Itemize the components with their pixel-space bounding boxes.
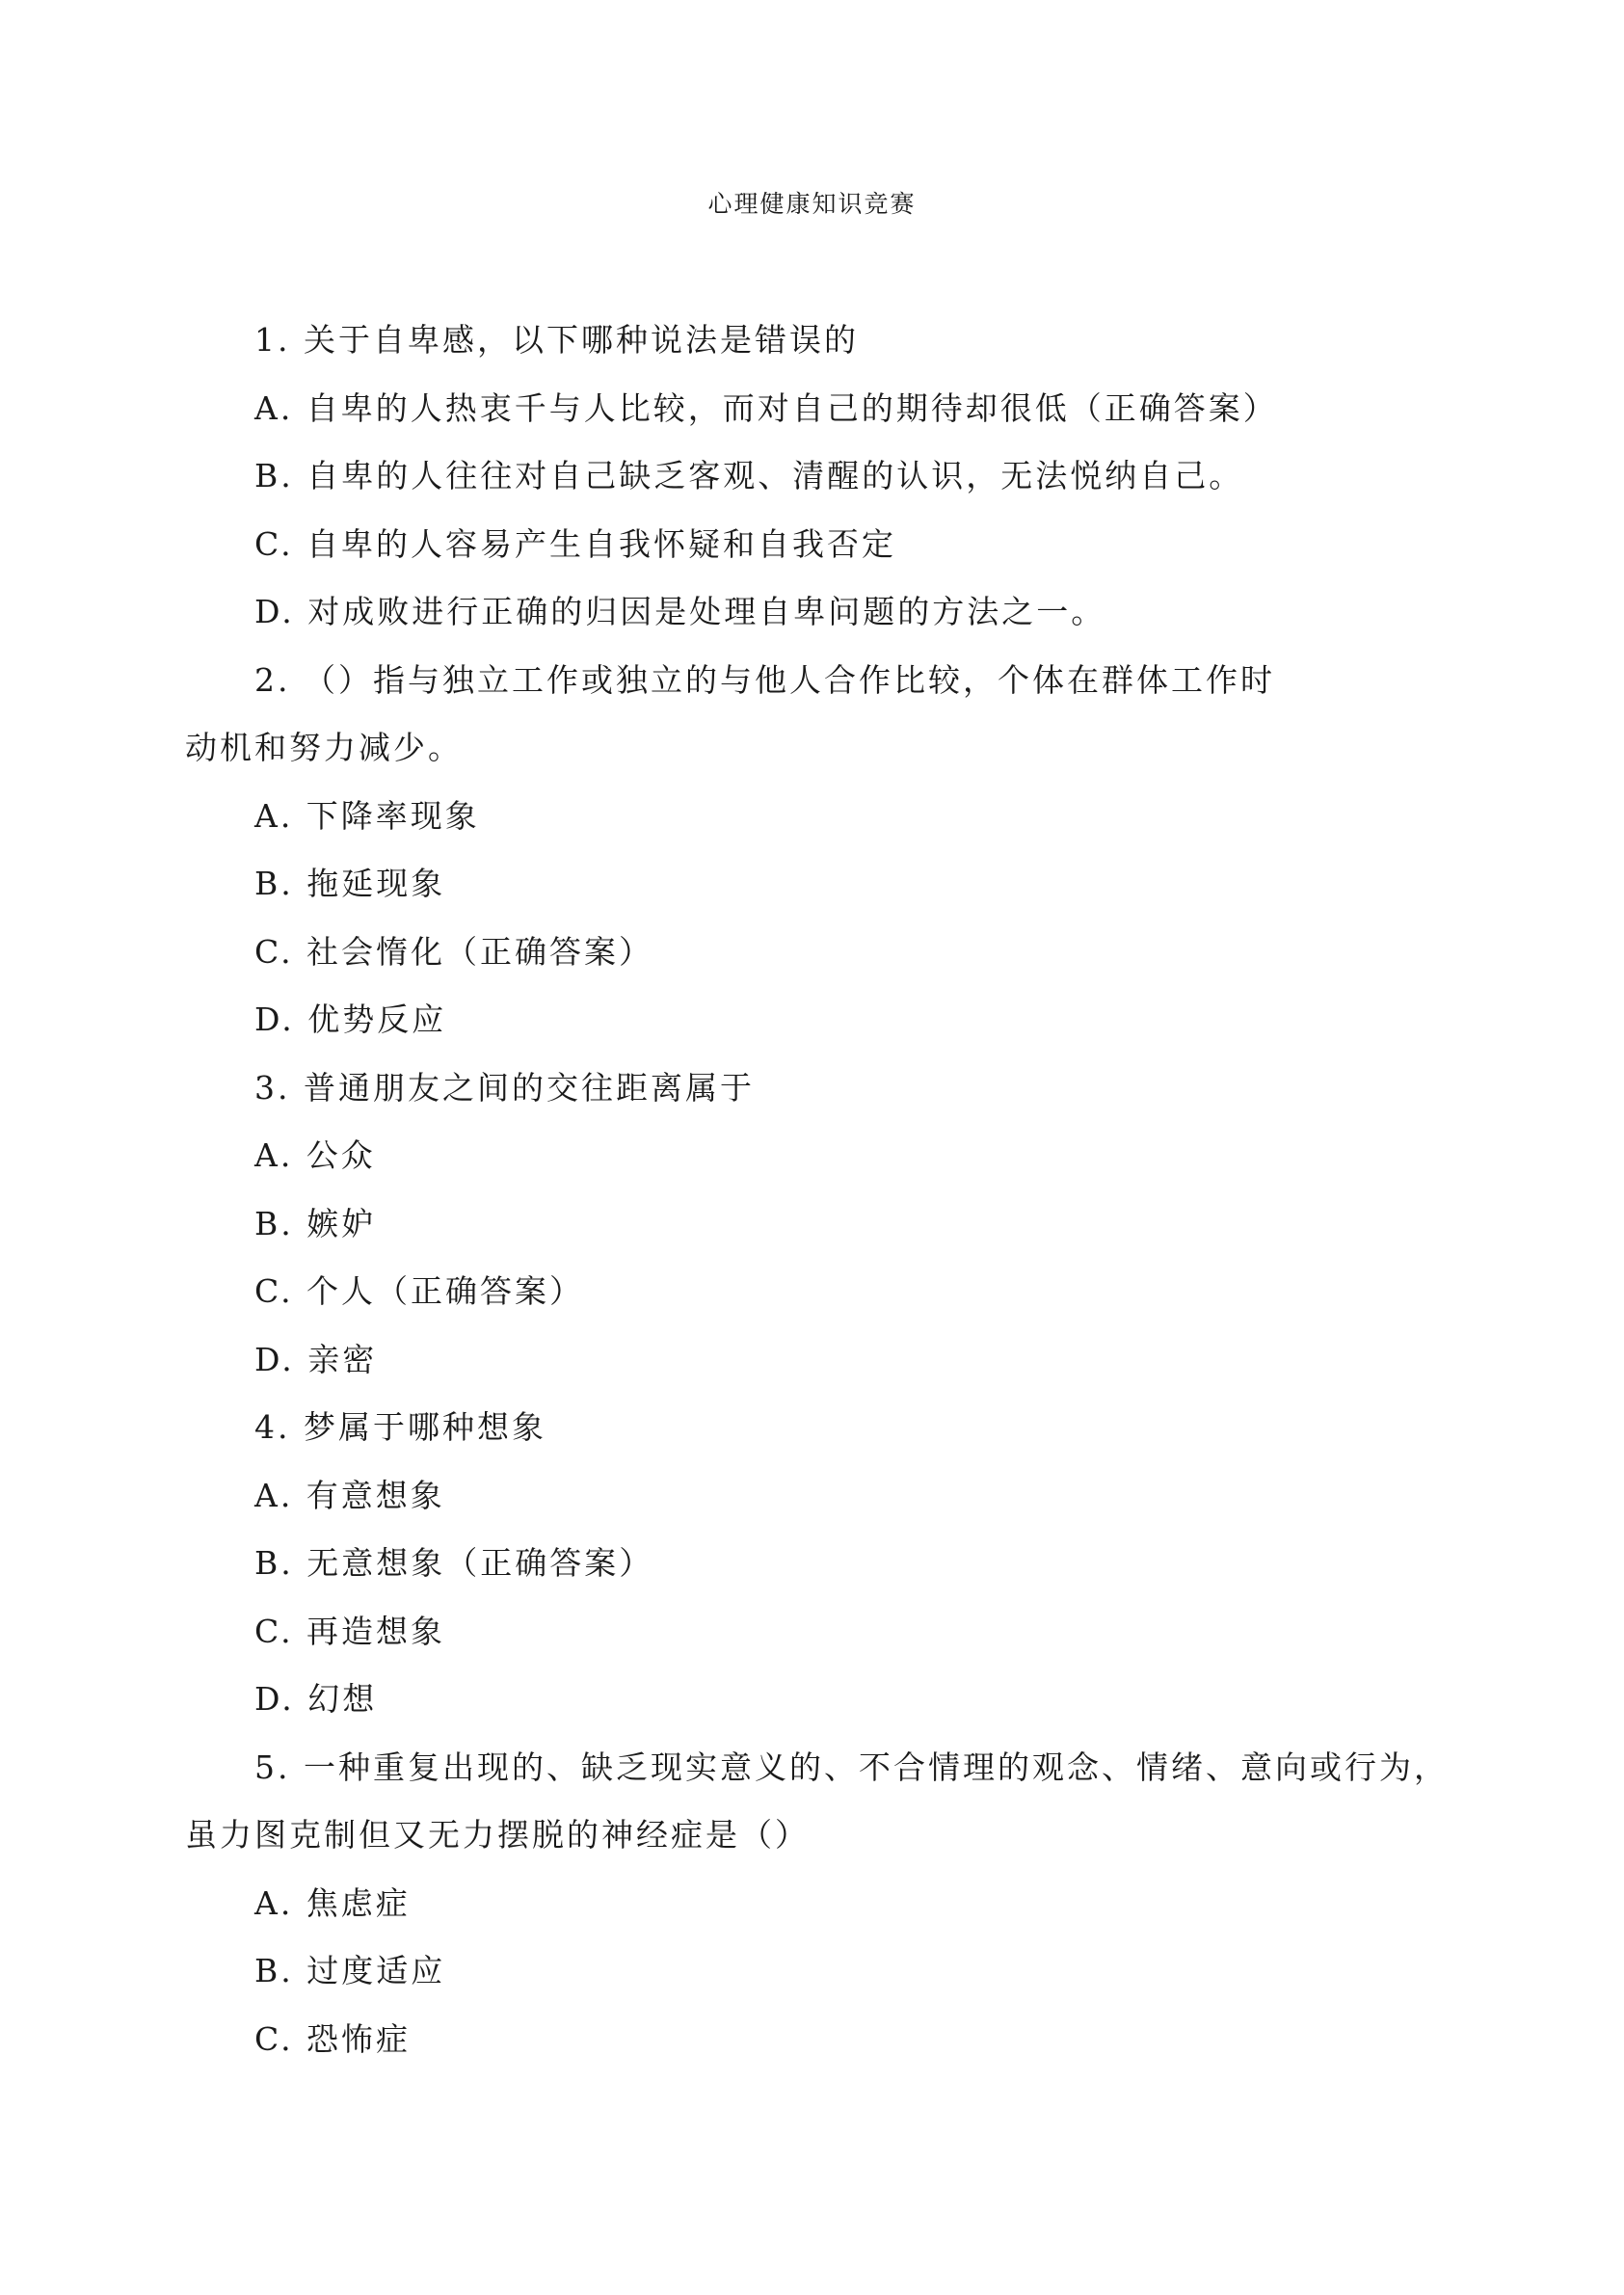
question-2-stem: 2. （）指与独立工作或独立的与他人合作比较，个体在群体工作时 — [254, 660, 1275, 699]
question-5-stem: 5. 一种重复出现的、缺乏现实意义的、不合情理的观念、情绪、意向或行为， — [254, 1748, 1449, 1786]
question-3-option-b: B. 嫉妒 — [254, 1204, 377, 1242]
question-3-option-a: A. 公众 — [254, 1136, 376, 1174]
question-1-option-d: D. 对成败进行正确的归因是处理自卑问题的方法之一。 — [254, 593, 1106, 630]
question-4-option-b: B. 无意想象（正确答案） — [254, 1544, 654, 1582]
question-2-option-d: D. 优势反应 — [254, 1001, 447, 1038]
question-4-option-c: C. 再造想象 — [254, 1612, 446, 1650]
question-5-stem-continued: 虽力图克制但又无力摆脱的神经症是（） — [185, 1816, 810, 1854]
question-4-option-d: D. 幻想 — [254, 1680, 378, 1718]
question-2-option-c: C. 社会惰化（正确答案） — [254, 932, 654, 971]
question-1-stem: 1. 关于自卑感，以下哪种说法是错误的 — [254, 321, 859, 359]
question-3-option-c: C. 个人（正确答案） — [254, 1272, 585, 1310]
question-1-option-c: C. 自卑的人容易产生自我怀疑和自我否定 — [254, 524, 897, 563]
question-1-option-b: B. 自卑的人往往对自己缺乏客观、清醒的认识，无法悦纳自己。 — [254, 457, 1244, 494]
question-3-option-d: D. 亲密 — [254, 1340, 378, 1378]
question-5-option-c: C. 恐怖症 — [254, 2019, 412, 2058]
question-5-option-b: B. 过度适应 — [254, 1952, 446, 1989]
question-list — [185, 307, 1496, 2073]
question-4-stem: 4. 梦属于哪种想象 — [254, 1408, 546, 1446]
question-3-stem: 3. 普通朋友之间的交往距离属于 — [254, 1068, 755, 1107]
page-title: 心理健康知识竞赛 — [707, 190, 917, 218]
question-1-option-a: A. 自卑的人热衷千与人比较，而对自己的期待却很低（正确答案） — [254, 388, 1278, 427]
question-2-option-a: A. 下降率现象 — [254, 796, 480, 835]
question-5-option-a: A. 焦虑症 — [254, 1883, 411, 1922]
question-2-option-b: B. 拖延现象 — [254, 865, 446, 902]
question-2-stem-continued: 动机和努力减少。 — [185, 729, 463, 766]
question-4-option-a: A. 有意想象 — [254, 1476, 445, 1514]
